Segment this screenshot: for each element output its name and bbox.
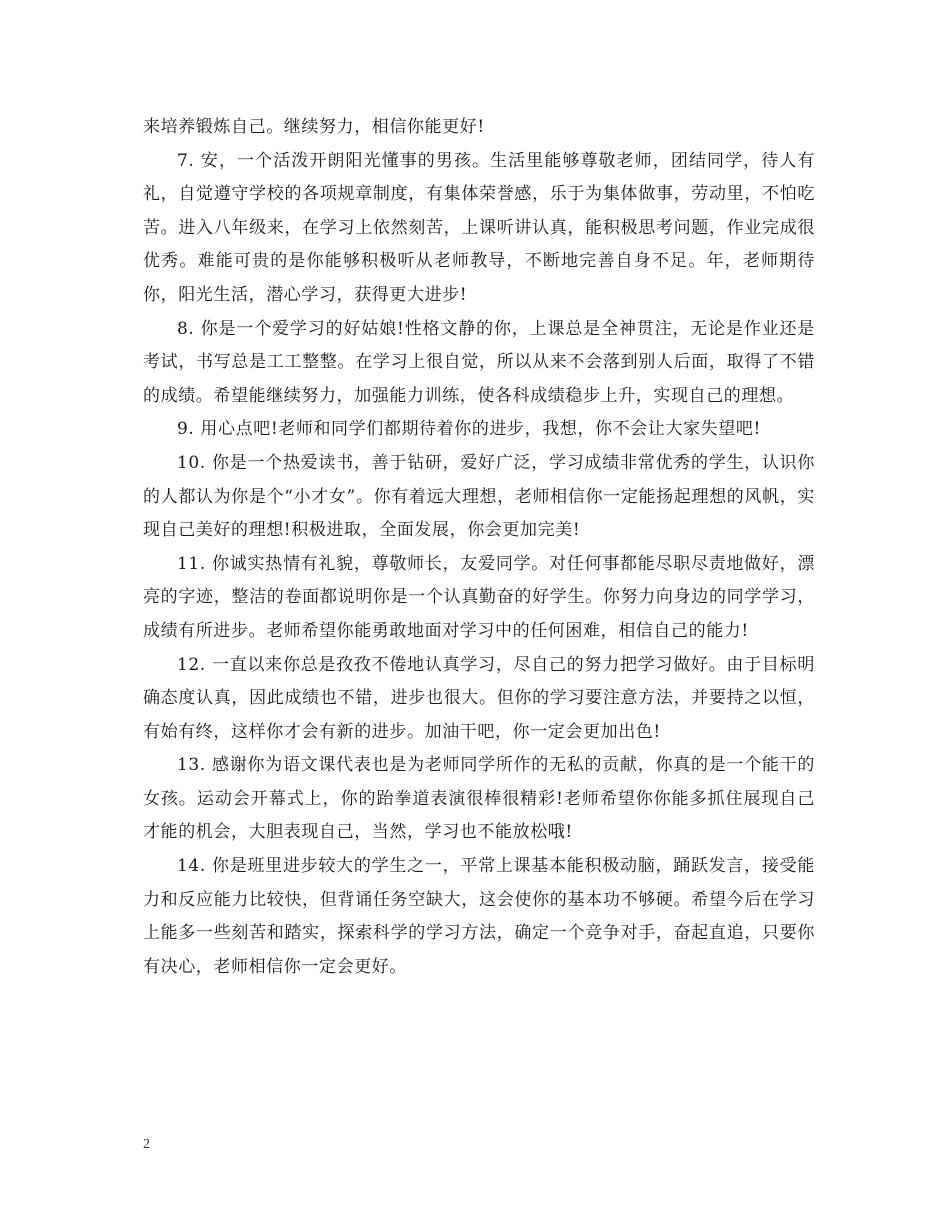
paragraph-11 xyxy=(143,548,815,649)
paragraph-text: 一直以来你总是孜孜不倦地认真学习，尽自己的努力把学习做好。由于目标明确态度认真，因此成绩也不错，进步也很大。但你的学习要注意方法，并要持之以恒，有始有终，这样你才会有新的进步。加油干吧，你一定会更加出色! xyxy=(143,654,815,742)
paragraph-number: 11. xyxy=(177,553,206,574)
paragraph-text: 你是一个热爱读书，善于钻研，爱好广泛，学习成绩非常优秀的学生，认识你的人都认为你是个“小才女”。你有着远大理想，老师相信你一定能扬起理想的风帆，实现自己美好的理想!积极进取，全面发展，你会更加完美! xyxy=(143,452,815,541)
paragraph-number: 10. xyxy=(177,452,206,473)
paragraph-12 xyxy=(143,649,815,750)
paragraph-number: 12. xyxy=(177,654,206,675)
paragraph-text: 感谢你为语文课代表也是为老师同学所作的无私的贡献，你真的是一个能干的女孩。运动会开幕式上，你的跆拳道表演很棒很精彩!老师希望你你能多抓住展现自己才能的机会，大胆表现自己，当然，学习也不能放松哦! xyxy=(143,755,815,843)
paragraph-number: 14. xyxy=(177,856,206,877)
paragraph-number: 13. xyxy=(177,755,206,776)
paragraph-number: 9. xyxy=(177,419,195,440)
paragraph-text: 安，一个活泼开朗阳光懂事的男孩。生活里能够尊敬老师，团结同学，待人有礼，自觉遵守学校的各项规章制度，有集体荣誉感，乐于为集体做事，劳动里，不怕吃苦。进入八年级来，在学习上依然刻苦，上课听讲认真，能积极思考问题，作业完成很优秀。难能可贵的是你能够积极听从老师教导，不断地完善自身不足。年，老师期待你，阳光生活，潜心学习，获得更大进步! xyxy=(143,150,815,305)
paragraph-8 xyxy=(143,313,815,414)
page-number: 2 xyxy=(143,1137,150,1152)
document-body xyxy=(143,111,815,984)
paragraph-7 xyxy=(143,145,815,313)
paragraph-text: 你是班里进步较大的学生之一，平常上课基本能积极动脑，踊跃发言，接受能力和反应能力比较快，但背诵任务空缺大，这会使你的基本功不够硬。希望今后在学习上能多一些刻苦和踏实，探索科学的学习方法，确定一个竞争对手，奋起直追，只要你有决心，老师相信你一定会更好。 xyxy=(143,856,815,977)
paragraph-text: 用心点吧!老师和同学们都期待着你的进步，我想，你不会让大家失望吧! xyxy=(200,419,761,440)
paragraph-13 xyxy=(143,749,815,850)
paragraph-text: 来培养锻炼自己。继续努力，相信你能更好! xyxy=(143,117,485,137)
paragraph-continuation xyxy=(143,111,815,145)
paragraph-14 xyxy=(143,850,815,984)
paragraph-text: 你是一个爱学习的好姑娘!性格文静的你，上课总是全神贯注，无论是作业还是考试，书写总是工工整整。在学习上很自觉，所以从来不会落到别人后面，取得了不错的成绩。希望能继续努力，加强能力训练，使各科成绩稳步上升，实现自己的理想。 xyxy=(143,318,815,406)
paragraph-number: 8. xyxy=(177,318,195,339)
paragraph-text: 你诚实热情有礼貌，尊敬师长，友爱同学。对任何事都能尽职尽责地做好，漂亮的字迹，整洁的卷面都说明你是一个认真勤奋的好学生。你努力向身边的同学学习，成绩有所进步。老师希望你能勇敢地面对学习中的任何困难，相信自己的能力! xyxy=(143,553,815,641)
paragraph-10 xyxy=(143,447,815,548)
paragraph-9 xyxy=(143,413,815,447)
paragraph-number: 7. xyxy=(177,150,195,171)
